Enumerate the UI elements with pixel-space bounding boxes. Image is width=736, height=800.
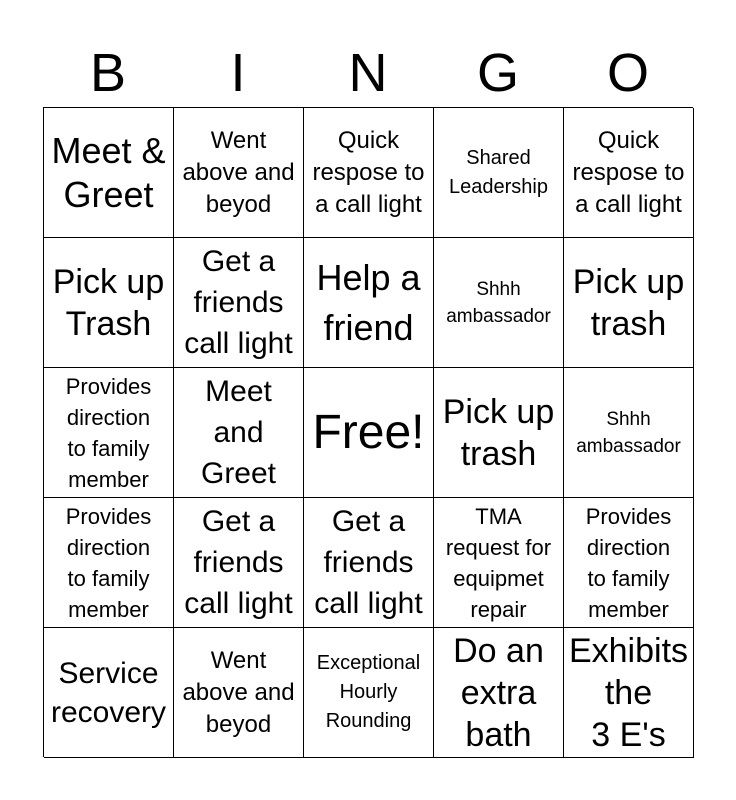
bingo-cell[interactable]: [44, 628, 174, 758]
bingo-cell[interactable]: [304, 108, 434, 238]
bingo-cell[interactable]: [434, 238, 564, 368]
header-letter-b: B: [89, 43, 127, 103]
cell-text: Quick respose to a call light: [572, 126, 685, 218]
bingo-cell[interactable]: [564, 238, 694, 368]
bingo-cell[interactable]: [434, 368, 564, 498]
bingo-cell[interactable]: [44, 238, 174, 368]
cell-text: Get a friends call light: [314, 505, 423, 620]
cell-text: Do an extra bath: [453, 631, 544, 754]
bingo-cell[interactable]: [564, 108, 694, 238]
cell-text: Quick respose to a call light: [312, 126, 425, 218]
cell-text: Went above and beyod: [182, 126, 295, 218]
bingo-cell[interactable]: [304, 498, 434, 628]
header-letter-n: N: [348, 43, 388, 103]
bingo-cell[interactable]: [434, 498, 564, 628]
bingo-header: [43, 40, 693, 106]
cell-text: Pick up trash: [572, 262, 685, 343]
cell-text: Shhh ambassador: [446, 278, 551, 327]
bingo-board: [43, 107, 693, 757]
cell-text: Free!: [312, 405, 425, 459]
cell-text: Provides direction to family member: [585, 503, 672, 622]
free-space[interactable]: [304, 368, 434, 498]
cell-text: Shhh ambassador: [576, 408, 681, 457]
cell-text: Pick up trash: [442, 392, 555, 473]
header-letter-o: O: [606, 43, 649, 103]
bingo-cell[interactable]: [434, 108, 564, 238]
bingo-cell[interactable]: [304, 238, 434, 368]
cell-text: Meet & Greet: [51, 129, 166, 215]
bingo-cell[interactable]: [434, 628, 564, 758]
cell-text: Exhibits the 3 E's: [568, 631, 689, 754]
bingo-cell[interactable]: [174, 238, 304, 368]
cell-text: Get a friends call light: [184, 505, 293, 620]
bingo-cell[interactable]: [564, 628, 694, 758]
bingo-cell[interactable]: [44, 368, 174, 498]
cell-text: Help a friend: [316, 256, 421, 348]
bingo-cell[interactable]: [174, 628, 304, 758]
bingo-cell[interactable]: [174, 498, 304, 628]
cell-text: Provides direction to family member: [65, 373, 152, 492]
cell-text: Get a friends call light: [184, 245, 293, 360]
bingo-cell[interactable]: [174, 368, 304, 498]
bingo-cell[interactable]: [174, 108, 304, 238]
cell-text: Exceptional Hourly Rounding: [316, 652, 421, 732]
cell-text: TMA request for equipmet repair: [445, 503, 552, 622]
bingo-cell[interactable]: [564, 498, 694, 628]
cell-text: Meet and Greet: [200, 375, 277, 490]
header-letter-i: I: [230, 43, 246, 103]
bingo-cell[interactable]: [564, 368, 694, 498]
cell-text: Pick up Trash: [52, 262, 165, 343]
bingo-cell[interactable]: [44, 108, 174, 238]
cell-text: Service recovery: [50, 656, 167, 729]
cell-text: Shared Leadership: [449, 146, 548, 198]
header-letter-g: G: [476, 43, 519, 103]
bingo-cell[interactable]: [44, 498, 174, 628]
cell-text: Went above and beyod: [182, 646, 295, 738]
cell-text: Provides direction to family member: [65, 503, 152, 622]
bingo-cell[interactable]: [304, 628, 434, 758]
